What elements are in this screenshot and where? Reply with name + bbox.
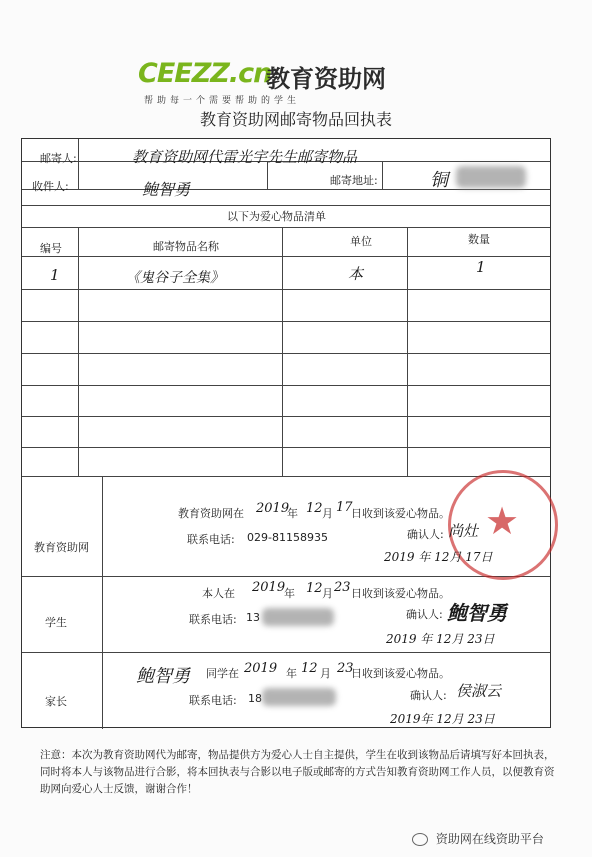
col-header-no: 编号 [40, 242, 62, 255]
parent-date-sign: 2019年 12月 23日 [390, 712, 495, 726]
parent-confirm-label: 确认人: [410, 689, 447, 702]
student-month-unit: 月 [322, 587, 333, 600]
org-line1-suffix: 日收到该爱心物品。 [351, 507, 450, 520]
org-line1-prefix: 教育资助网在 [178, 507, 244, 520]
student-year-unit: 年 [284, 587, 295, 600]
wechat-icon [412, 833, 428, 846]
student-phone-redacted [262, 608, 334, 626]
org-year-unit: 年 [287, 507, 298, 520]
row1-unit: 本 [348, 265, 364, 283]
student-confirm-label: 确认人: [406, 608, 443, 621]
student-date-sign: 2019 年 12月 23日 [386, 632, 495, 646]
org-year: 2019 [256, 501, 290, 516]
recipient-label: 收件人: [32, 180, 69, 193]
student-confirm-sign: 鲍智勇 [447, 601, 507, 625]
row1-qty: 1 [476, 258, 486, 276]
document-title: 教育资助网邮寄物品回执表 [199, 110, 392, 129]
col-header-name: 邮寄物品名称 [153, 240, 219, 253]
recipient-value: 鲍智勇 [142, 180, 191, 199]
sender-label: 邮寄人: [40, 152, 77, 165]
seal-star-icon: ★ [485, 499, 520, 543]
parent-line1-suffix: 日收到该爱心物品。 [351, 667, 450, 680]
org-month-unit: 月 [322, 507, 333, 520]
parent-day: 23 [337, 661, 354, 676]
org-phone-label: 联系电话: [187, 533, 235, 546]
row1-no: 1 [50, 266, 60, 284]
parent-year-unit: 年 [286, 667, 297, 680]
student-line1-prefix: 本人在 [202, 587, 235, 600]
parent-month-unit: 月 [320, 667, 331, 680]
student-line1-suffix: 日收到该爱心物品。 [351, 587, 450, 600]
address-value: 铜 [430, 170, 448, 191]
parent-phone-label: 联系电话: [189, 694, 237, 707]
address-label: 邮寄地址: [330, 174, 378, 187]
watermark-text: 资助网在线资助平台 [435, 832, 544, 846]
logo-text-cn: 教育资助网 [266, 65, 386, 93]
logo-slogan: 帮助每一个需要帮助的学生 [144, 96, 301, 106]
watermark [412, 830, 544, 847]
parent-month: 12 [301, 661, 318, 676]
org-confirm-label: 确认人: [407, 528, 444, 541]
address-redacted [456, 166, 526, 188]
sender-value: 教育资助网代雷光宇先生邮寄物品 [132, 148, 358, 166]
parent-phone: 18 [248, 692, 262, 705]
student-year: 2019 [252, 580, 286, 595]
student-day: 23 [334, 580, 351, 595]
parent-phone-redacted [262, 688, 336, 706]
org-label: 教育资助网 [34, 541, 89, 554]
notice-text: 注意：本次为教育资助网代为邮寄，物品提供方为爱心人士自主提供，学生在收到该物品后请填写好本回执表，同时将本人与该物品进行合影，将本回执表与合影以电子版或邮寄的方式告知教育资助网工作人员，以便教育资助网向爱心人士反馈，谢谢合作！ [40, 749, 555, 795]
org-phone: 029-81158935 [247, 531, 328, 544]
parent-sign-name: 鲍智勇 [136, 666, 190, 687]
logo-text-en: CEEZZ.cn [138, 58, 272, 89]
col-header-qty: 数量 [468, 233, 490, 246]
student-phone: 13 [246, 611, 260, 624]
parent-confirm-sign: 侯淑云 [456, 682, 502, 700]
parent-label: 家长 [45, 695, 67, 708]
row1-name: 《鬼谷子全集》 [126, 270, 224, 286]
list-title: 以下为爱心物品清单 [227, 210, 326, 223]
org-confirm-sign: 尚灶 [448, 522, 479, 540]
student-phone-label: 联系电话: [189, 613, 237, 626]
org-date-sign: 2019 年 12月 17日 [384, 550, 493, 564]
parent-line1-prefix: 同学在 [206, 667, 239, 680]
org-month: 12 [306, 501, 323, 516]
col-header-unit: 单位 [350, 235, 372, 248]
student-label: 学生 [45, 616, 67, 629]
org-day: 17 [336, 500, 353, 515]
parent-year: 2019 [244, 661, 278, 676]
student-month: 12 [306, 581, 323, 596]
